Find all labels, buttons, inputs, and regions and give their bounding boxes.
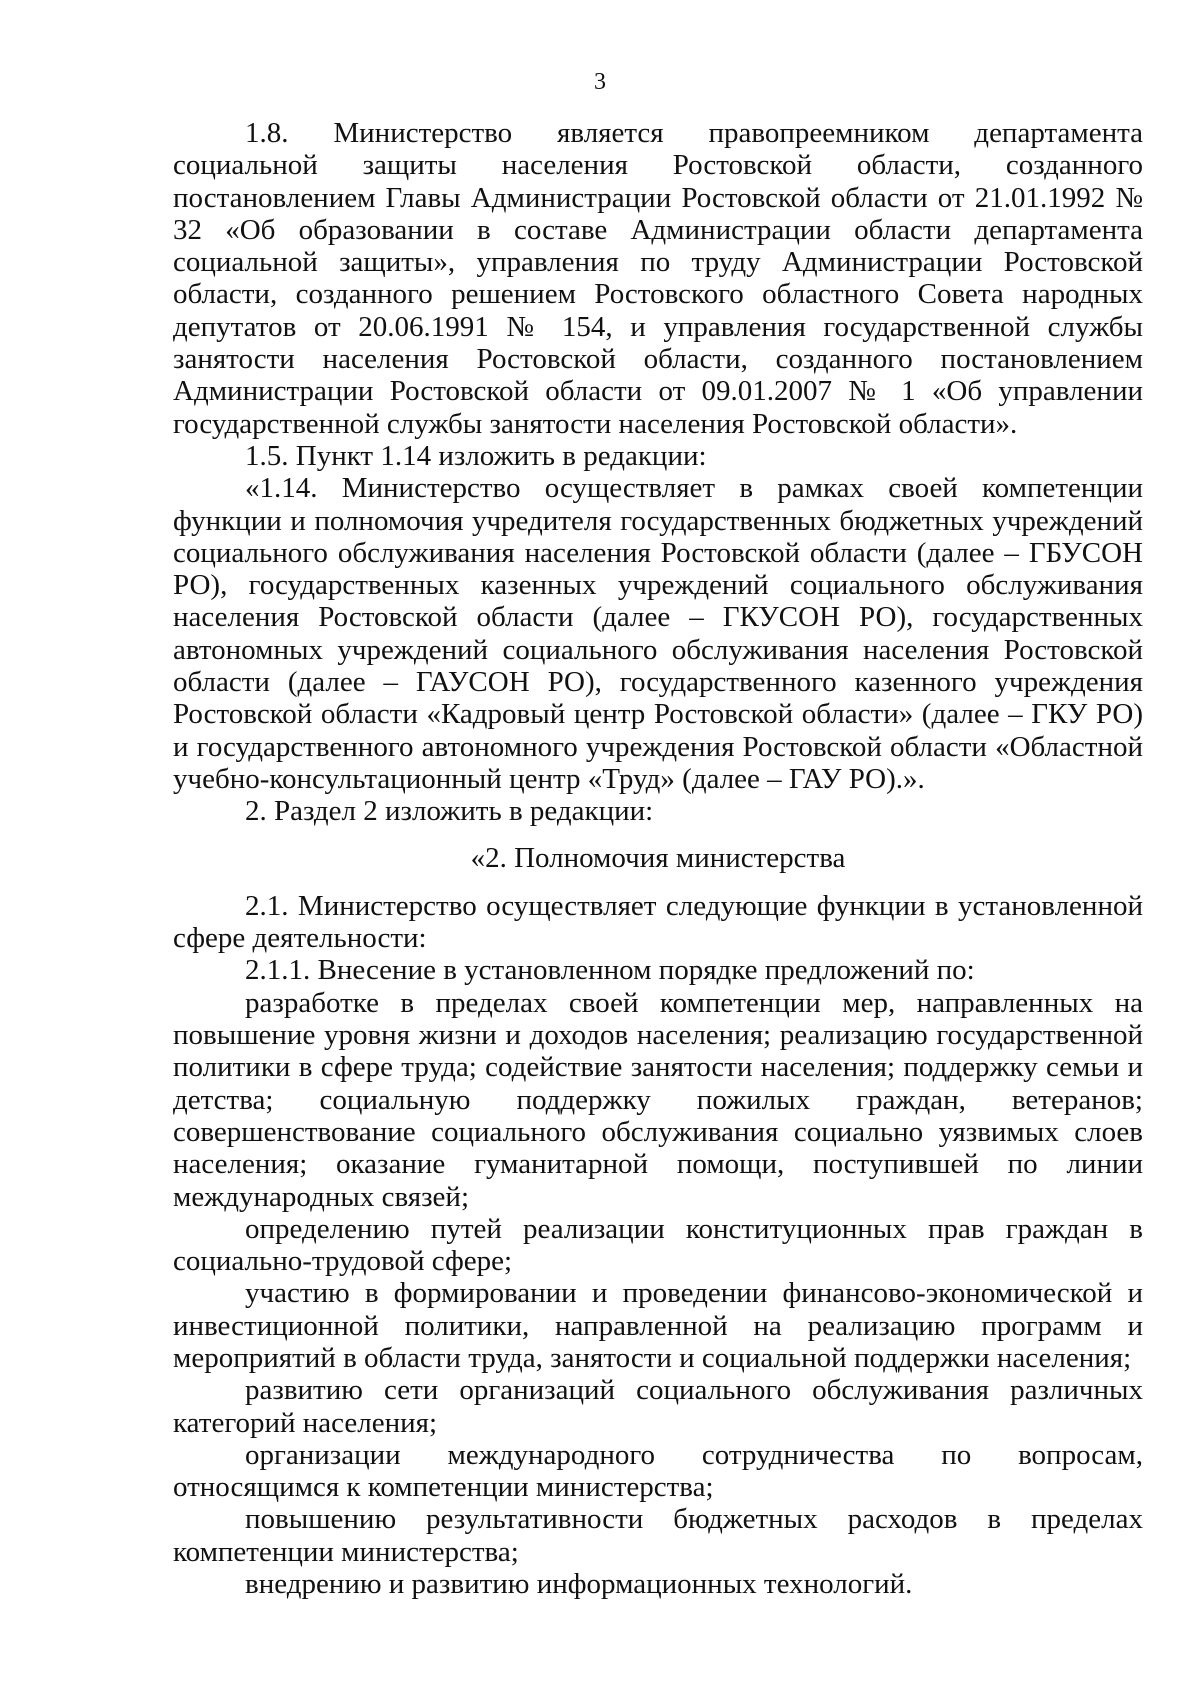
paragraph-1-8: 1.8. Министерство является правопреемником департамента социальной защиты населения Ростовской области, созданного постановлением Главы Администрации Ростовской области от 21.01.1992 № 32 «Об образовании в составе Администрации области департамента социальной защиты», управления по труду Администрации Ростовской области, созданного решением Ростовского областного Совета народных депутатов от 20.06.1991 № 154, и управления государственной службы занятости населения Ростовской области, созданного постановлением Администрации Ростовской области от 09.01.2007 № 1 «Об управлении государственной службы занятости населения Ростовской области». bbox=[173, 117, 1143, 440]
list-item-budget: повышению результативности бюджетных расходов в пределах компетенции министерства; bbox=[173, 1503, 1143, 1568]
list-item-network: развитию сети организаций социального обслуживания различных категорий населения; bbox=[173, 1374, 1143, 1439]
list-item-finance: участию в формировании и проведении финансово-экономической и инвестиционной политики, направленной на реализацию программ и мероприятий в области труда, занятости и социальной поддержки населения; bbox=[173, 1277, 1143, 1374]
paragraph-2-1-1: 2.1.1. Внесение в установленном порядке предложений по: bbox=[245, 954, 975, 987]
paragraph-1-14: «1.14. Министерство осуществляет в рамках своей компетенции функции и полномочия учредителя государственных бюджетных учреждений социального обслуживания населения Ростовской области (далее – ГБУСОН РО), государственных казенных учреждений социального обслуживания населения Ростовской области (далее – ГКУСОН РО), государственных автономных учреждений социального обслуживания населения Ростовской области (далее – ГАУСОН РО), государственного казенного учреждения Ростовской области «Кадровый центр Ростовской области» (далее – ГКУ РО) и государственного автономного учреждения Ростовской области «Областной учебно-консультационный центр «Труд» (далее – ГАУ РО).». bbox=[173, 472, 1143, 795]
document-body bbox=[173, 117, 1143, 1600]
list-item-international: организации международного сотрудничества по вопросам, относящимся к компетенции министерства; bbox=[173, 1438, 1143, 1504]
page-number: 3 bbox=[594, 69, 606, 95]
paragraph-2-intro: 2. Раздел 2 изложить в редакции: bbox=[245, 795, 654, 828]
list-item-it: внедрению и развитию информационных технологий. bbox=[245, 1568, 913, 1601]
paragraph-2-1: 2.1. Министерство осуществляет следующие функции в установленной сфере деятельности: bbox=[173, 889, 1143, 955]
paragraph-1-5: 1.5. Пункт 1.14 изложить в редакции: bbox=[245, 439, 707, 472]
list-item-rights: определению путей реализации конституционных прав граждан в социально-трудовой сфере; bbox=[173, 1212, 1143, 1278]
list-item-development: разработке в пределах своей компетенции мер, направленных на повышение уровня жизни и доходов населения; реализацию государственной политики в сфере труда; содействие занятости населения; поддержку семьи и детства; социальную поддержку пожилых граждан, ветеранов; совершенствование социального обслуживания социально уязвимых слоев населения; оказание гуманитарной помощи, поступившей по линии международных связей; bbox=[173, 986, 1143, 1213]
section-heading: «2. Полномочия министерства bbox=[470, 841, 846, 874]
